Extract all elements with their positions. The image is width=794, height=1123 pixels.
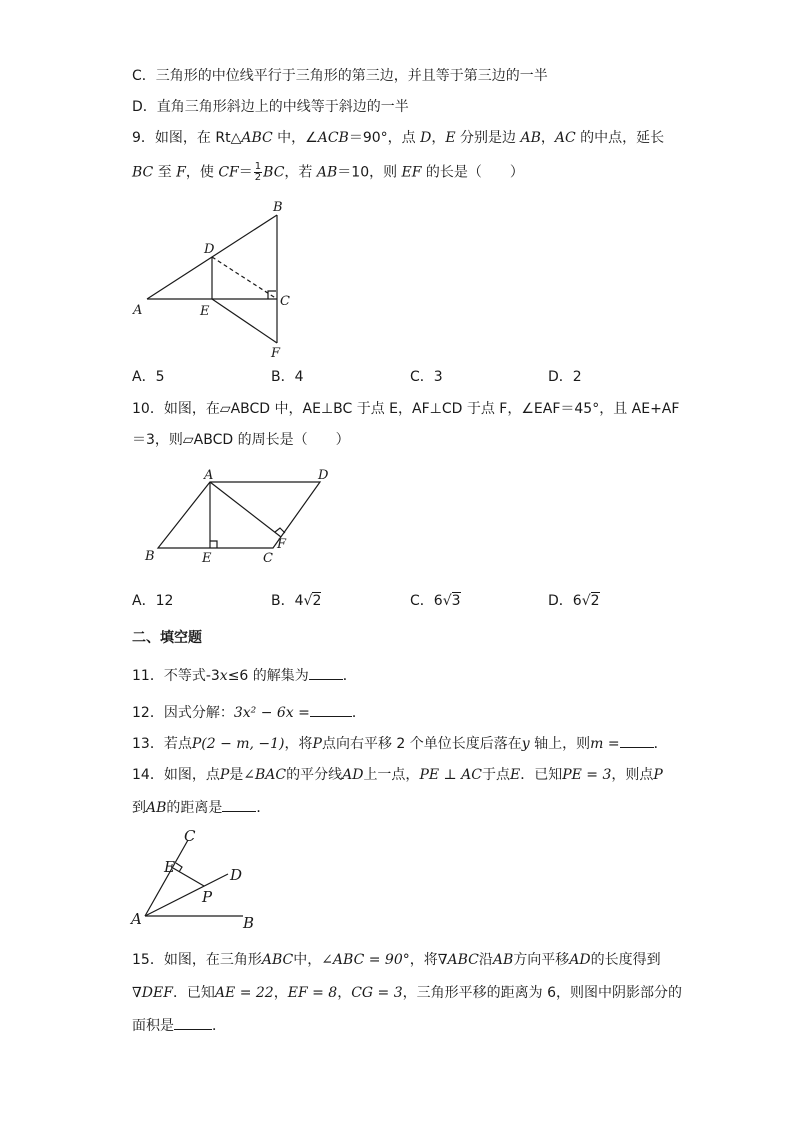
- q9-figure: [130, 195, 300, 365]
- label-e: E: [164, 858, 175, 876]
- label-b: B: [243, 914, 255, 932]
- answer-blank[interactable]: [310, 702, 352, 717]
- q10-option-c: C．6√3: [410, 593, 461, 609]
- label-c: C: [280, 294, 290, 309]
- q9-option-d: D．2: [548, 369, 582, 385]
- parallelogram-abcd: [158, 482, 320, 548]
- right-angle-mark-e: [210, 541, 217, 548]
- q10-option-b: B．4√2: [271, 593, 322, 609]
- fraction-one-half: $\frac{1}{2}$: [254, 161, 262, 183]
- q10-line1: 10．如图，在▱ABCD 中，AE⊥BC 于点 E，AF⊥CD 于点 F，∠EAF＝45°，且 AE+AF: [132, 401, 680, 417]
- sqrt-symbol: √: [581, 593, 591, 609]
- q11: 11．不等式-3x≤6 的解集为 ．: [132, 665, 357, 686]
- section-title-fill-in: 二、填空题: [132, 630, 202, 646]
- sqrt-symbol: √: [442, 593, 452, 609]
- q14-line1: 14．如图，点P是∠BAC的平分线AD上一点，PE ⊥ AC于点E．已知PE = 3，则点P: [132, 767, 663, 783]
- q10-option-d: D．6√2: [548, 593, 600, 609]
- q9-option-c: C．3: [410, 369, 443, 385]
- segment-ef: [212, 299, 277, 343]
- q15-line3: 面积是 ．: [132, 1015, 226, 1036]
- label-d: D: [230, 866, 243, 884]
- q15-line1: 15．如图，在三角形ABC中，∠ABC = 90°，将∇ABC沿AB方向平移AD的长度得到: [132, 952, 661, 968]
- label-b: B: [145, 549, 155, 564]
- answer-blank[interactable]: [174, 1015, 212, 1030]
- label-d: D: [204, 242, 215, 257]
- q12: 12．因式分解：3x² − 6x = ．: [132, 702, 366, 723]
- right-angle-mark-c: [268, 291, 276, 299]
- label-b: B: [273, 200, 283, 215]
- segment-pe: [173, 868, 204, 886]
- answer-blank[interactable]: [620, 733, 654, 748]
- label-f: F: [277, 537, 287, 552]
- answer-blank[interactable]: [309, 665, 343, 680]
- q14-figure: [128, 828, 268, 936]
- segment-af: [210, 482, 281, 537]
- segment-dc-dashed: [212, 257, 277, 299]
- label-p: P: [202, 888, 213, 906]
- q10-line2: ＝3，则▱ABCD 的周长是（ ）: [132, 432, 350, 448]
- answer-blank[interactable]: [222, 797, 256, 812]
- q10-option-a: A．12: [132, 593, 174, 609]
- option-d-q8: D．直角三角形斜边上的中线等于斜边的一半: [132, 99, 409, 115]
- label-a: A: [131, 910, 142, 928]
- label-f: F: [271, 346, 281, 361]
- label-a: A: [133, 303, 143, 318]
- right-angle-mark-f: [275, 528, 285, 533]
- q9-option-a: A．5: [132, 369, 165, 385]
- label-d: D: [318, 468, 329, 483]
- label-a: A: [204, 468, 214, 483]
- label-c: C: [184, 828, 196, 845]
- label-c: C: [263, 551, 273, 566]
- q15-line2: ∇DEF．已知AE = 22，EF = 8，CG = 3，三角形平移的距离为 6，则图中阴影部分的: [132, 985, 682, 1001]
- q10-figure: [140, 468, 340, 568]
- q14-line2: 到AB的距离是 ．: [132, 797, 270, 818]
- label-e: E: [200, 304, 210, 319]
- q9-line1: 9．如图，在 Rt△ABC 中，∠ACB＝90°，点 D，E 分别是边 AB，AC 的中点，延长: [132, 130, 665, 146]
- option-c-q8: C．三角形的中位线平行于三角形的第三边，并且等于第三边的一半: [132, 68, 548, 84]
- q9-option-b: B．4: [271, 369, 304, 385]
- label-e: E: [202, 551, 212, 566]
- q9-line2: BC 至 F，使 CF＝ $\frac{1}{2}$ BC，若 AB＝10，则 EF 的长是（ ）: [132, 161, 524, 183]
- q13: 13．若点P(2 − m, −1)，将P点向右平移 2 个单位长度后落在y 轴上，则m = ．: [132, 733, 668, 754]
- sqrt-symbol: √: [303, 593, 313, 609]
